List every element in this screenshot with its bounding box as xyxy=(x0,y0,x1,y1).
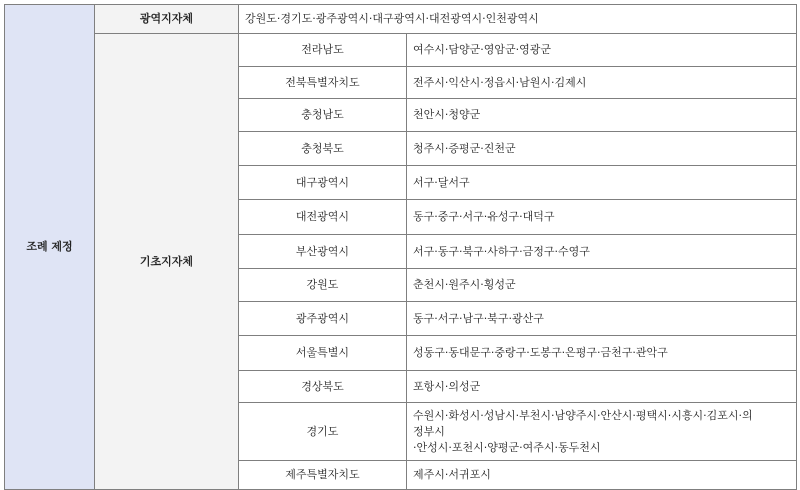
region-cities xyxy=(407,34,797,67)
cities-line: 동구·중구·서구·유성구·대덕구 xyxy=(413,210,555,223)
region-name: 광주광역시 xyxy=(239,302,407,336)
region-name: 전북특별자치도 xyxy=(239,67,407,99)
region-cities xyxy=(407,371,797,403)
cities-line: 수원시·화성시·성남시·부천시·남양주시·안산시·평택시·시흥시·김포시·의 xyxy=(413,408,753,422)
region-name: 대전광역시 xyxy=(239,200,407,235)
region-name: 서울특별시 xyxy=(239,336,407,371)
region-cities xyxy=(407,166,797,200)
cities-line: 서구·동구·북구·사하구·금정구·수영구 xyxy=(413,244,590,258)
region-cities xyxy=(407,302,797,336)
region-cities xyxy=(407,99,797,132)
metro-value: 강원도·경기도·광주광역시·대구광역시·대전광역시·인천광역시 xyxy=(239,5,797,34)
region-cities xyxy=(407,235,797,269)
region-name: 경기도 xyxy=(239,403,407,461)
cities-line: 춘천시·원주시·횡성군 xyxy=(413,278,516,291)
cities-line: 여수시·담양군·영암군·영광군 xyxy=(413,43,552,56)
region-cities xyxy=(407,67,797,99)
category-cell: 조례 제정 xyxy=(5,5,95,490)
region-cities xyxy=(407,200,797,235)
region-name: 강원도 xyxy=(239,269,407,302)
region-name: 대구광역시 xyxy=(239,166,407,200)
region-cities xyxy=(407,269,797,302)
cities-line: 제주시·서귀포시 xyxy=(413,468,491,481)
region-name: 부산광역시 xyxy=(239,235,407,269)
metro-row xyxy=(5,5,797,34)
region-cities xyxy=(407,461,797,490)
metro-label: 광역지자체 xyxy=(95,5,239,34)
basic-label: 기초지자체 xyxy=(95,34,239,490)
ordinance-table xyxy=(4,4,797,490)
region-name: 경상북도 xyxy=(239,371,407,403)
region-cities xyxy=(407,403,797,461)
cities-line: 청주시·증평군·진천군 xyxy=(413,141,516,155)
cities-line: 동구·서구·남구·북구·광산구 xyxy=(413,311,544,325)
region-name: 충청남도 xyxy=(239,99,407,132)
cities-line: 성동구·동대문구·중랑구·도봉구·은평구·금천구·관악구 xyxy=(413,346,668,359)
cities-line: 천안시·청양군 xyxy=(413,108,481,121)
cities-line: 포항시·의성군 xyxy=(413,379,481,393)
region-row xyxy=(5,34,797,67)
region-name: 전라남도 xyxy=(239,34,407,67)
cities-line: 전주시·익산시·정읍시·남원시·김제시 xyxy=(413,75,587,89)
region-name: 제주특별자치도 xyxy=(239,461,407,490)
cities-line: 서구·달서구 xyxy=(413,175,470,189)
region-cities xyxy=(407,132,797,166)
region-name: 충청북도 xyxy=(239,132,407,166)
cities-line: 정부시 xyxy=(413,424,445,438)
cities-line: ·안성시·포천시·양평군·여주시·동두천시 xyxy=(413,440,601,454)
region-cities xyxy=(407,336,797,371)
